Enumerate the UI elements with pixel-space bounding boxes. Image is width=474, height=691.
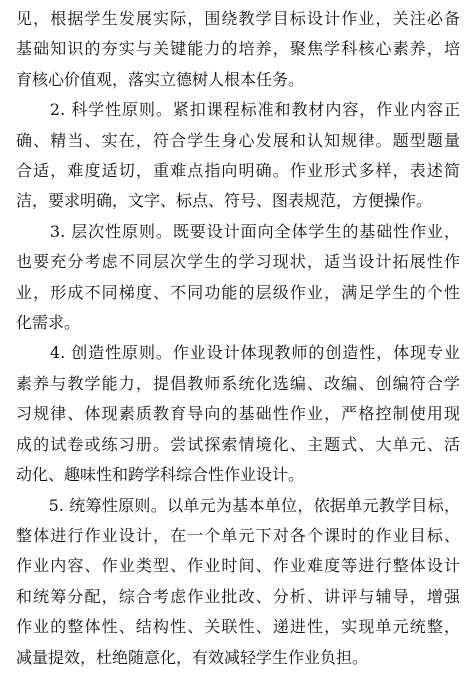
text-line: 洁，要求明确，文字、标点、符号、图表规范，方便操作。 <box>16 191 433 211</box>
paragraph-principle-5 <box>16 491 460 673</box>
paragraph-intro-continued <box>16 4 460 95</box>
text-line: 作业内容、作业类型、作业时间、作业难度等进行整体设计 <box>16 556 460 576</box>
text-line: 业，形成不同梯度、不同功能的层级作业，满足学生的个性 <box>16 282 460 302</box>
text-line: 4. 创造性原则。作业设计体现教师的创造性，体现专业 <box>16 343 460 363</box>
text-line: 作业的整体性、结构性、关联性、递进性，实现单元统整， <box>16 617 460 637</box>
text-line: 见，根据学生发展实际，围绕教学目标设计作业，关注必备 <box>16 9 460 28</box>
text-line: 减量提效，杜绝随意化，有效减轻学生作业负担。 <box>16 647 369 667</box>
text-line: 5. 统筹性原则。以单元为基本单位，依据单元教学目标， <box>16 495 460 515</box>
text-line: 确、精当、实在，符合学生身心发展和认知规律。题型题量 <box>16 130 460 150</box>
text-line: 3. 层次性原则。既要设计面向全体学生的基础性作业， <box>16 221 460 241</box>
text-line: 和统筹分配，综合考虑作业批改、分析、讲评与辅导，增强 <box>16 586 460 606</box>
text-line: 基础知识的夯实与关键能力的培养，聚焦学科核心素养，培 <box>16 39 460 59</box>
text-line: 育核心价值观，落实立德树人根本任务。 <box>16 69 305 89</box>
text-line: 成的试卷或练习册。尝试探索情境化、主题式、大单元、活 <box>16 434 460 454</box>
paragraph-principle-2 <box>16 95 460 217</box>
text-line: 素养与教学能力，提倡教师系统化选编、改编、创编符合学 <box>16 373 460 393</box>
text-line: 整体进行作业设计，在一个单元下对各个课时的作业目标、 <box>16 525 460 545</box>
text-line: 2. 科学性原则。紧扣课程标准和教材内容，作业内容正 <box>16 100 460 120</box>
text-line: 化需求。 <box>16 313 81 333</box>
paragraph-principle-3 <box>16 217 460 339</box>
text-line: 也要充分考虑不同层次学生的学习现状，适当设计拓展性作 <box>16 252 460 272</box>
text-line: 习规律、体现素质教育导向的基础性作业，严格控制使用现 <box>16 404 460 424</box>
paragraph-principle-4 <box>16 338 460 490</box>
text-line: 合适，难度适切，重难点指向明确。作业形式多样，表述简 <box>16 161 460 181</box>
text-line: 动化、趣味性和跨学科综合性作业设计。 <box>16 465 305 485</box>
